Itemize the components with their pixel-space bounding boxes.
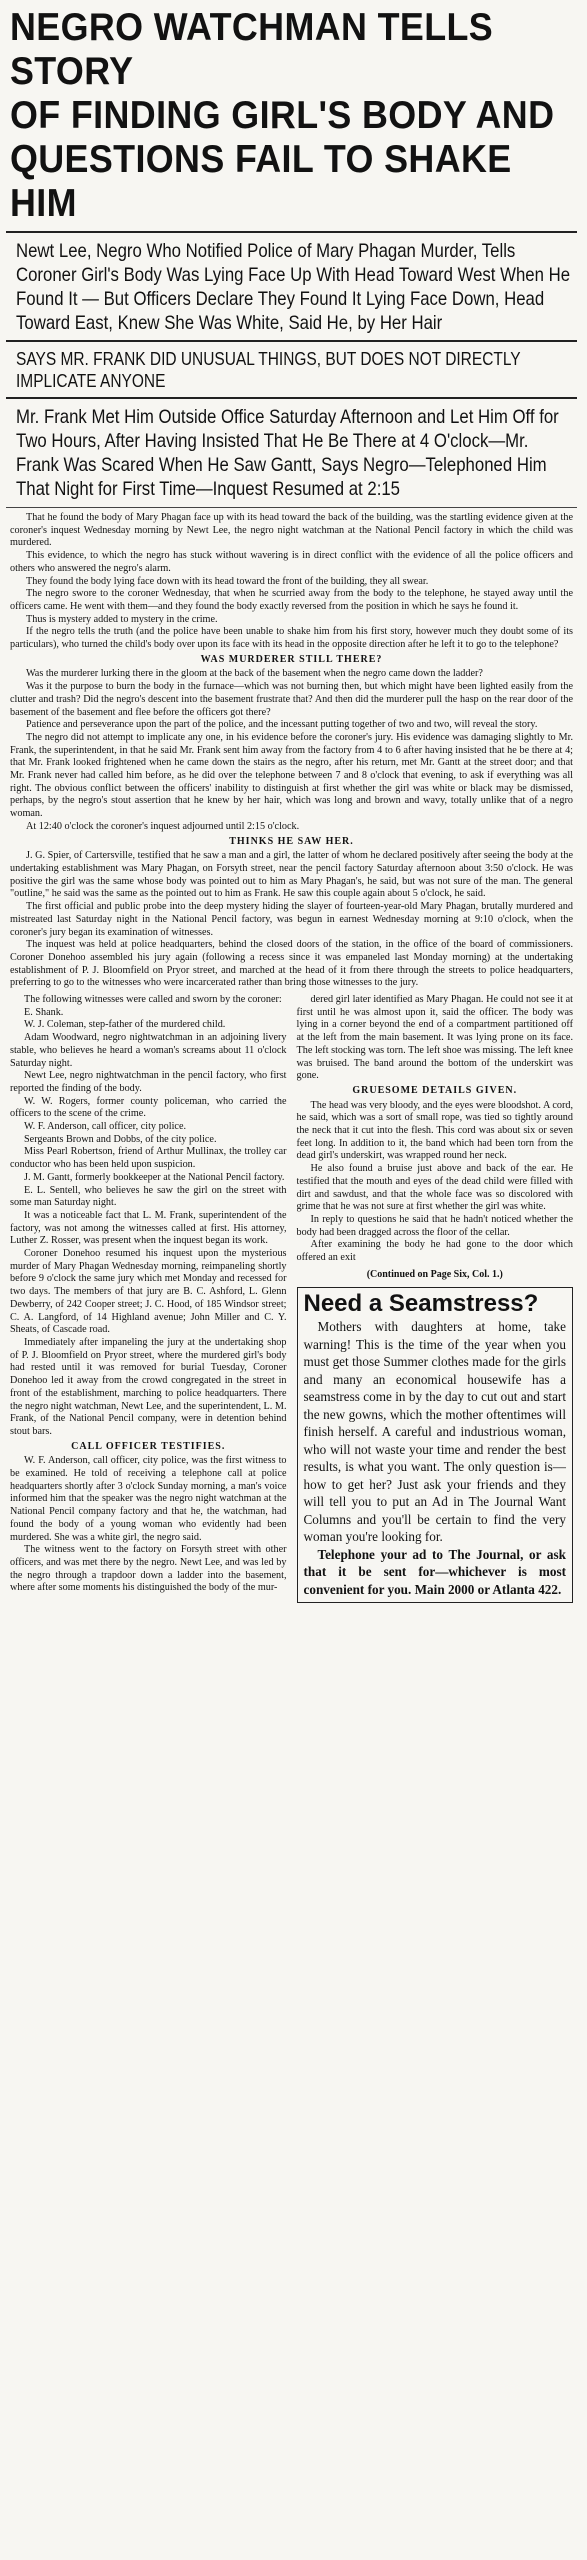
ad-title: Need a Seamstress? <box>303 1290 539 1318</box>
headline-line-2: OF FINDING GIRL'S BODY AND <box>10 94 555 137</box>
headline-line-1: NEGRO WATCHMAN TELLS STORY <box>10 6 494 93</box>
witness-item: Adam Woodward, negro nightwatchman in an adjoining livery stable, who believes he heard a woman's screams about 11 o'clock Saturday night. <box>10 1032 287 1069</box>
seamstress-advertisement <box>297 1287 574 1603</box>
paragraph: The first official and public probe into the deep mystery hiding the slayer of fourteen-year-old Mary Phagan, brutally murdered and mistreated last Saturday night in the National Pencil factory, was begun in earnest Wednesday morning at 9:10 o'clock, when the coroner's jury began its examination of witnesses. <box>10 901 573 938</box>
paragraph: W. F. Anderson, call officer, city police, was the first witness to be examined. He told of receiving a telephone call at police headquarters shortly after 3 o'clock Sunday morning, a man's voice informed him that the speaker was the negro night watchman at the National Pencil company factory and that he, the watchman, had found the body of a young woman who evidently had been murdered. She was a white girl, the negro said. <box>10 1455 287 1543</box>
paragraph: It was a noticeable fact that L. M. Frank, superintendent of the factory, was not among the witnesses called at first. His attorney, Luther Z. Rosser, was present when the inquest began its work. <box>10 1209 287 1247</box>
witness-item: W. W. Rogers, former county policeman, who carried the officers to the scene of the crime. <box>10 1095 287 1120</box>
paragraph: The following witnesses were called and sworn by the coroner: <box>24 994 282 1006</box>
witness-item: E. Shank. <box>24 1006 64 1018</box>
right-column <box>297 994 574 1603</box>
ad-text: Mothers with daughters at home, take warning! This is the time of the year when you must get those Summer clothes made for the girls and many an economical housewife has a seamstress come in by the day to cut out and start the new gowns, which the mother oftentimes will finish herself. A careful and industrious woman, who will not waste your time and render the best results, is what you want. The only question is—how to get her? Just ask your friends and they will tell you to put an Ad in The Journal Want Columns and you'll be certain to find the very woman you're looking for. <box>303 1319 566 1545</box>
newspaper-page <box>6 6 577 2550</box>
paragraph: Was it the purpose to burn the body in the furnace—which was not burning then, but which might have been lighted easily from the clutter and trash? Did the negro's descent into the basement frustrate that? And then did the murderer pull the hasp on the rear door of the basement of the basement and flee before the officers got there? <box>10 681 573 718</box>
witness-item: W. J. Coleman, step-father of the murdered child. <box>24 1019 226 1031</box>
paragraph: The negro swore to the coroner Wednesday, that when he scurried away from the body to the telephone, he stayed away until the officers came. He went with them—and they found the body exactly reversed from the position in which he says he found it. <box>10 588 573 612</box>
headline <box>6 6 577 226</box>
two-column-section <box>10 994 573 1603</box>
witness-item: Newt Lee, negro nightwatchman in the pencil factory, who first reported the finding of the body. <box>10 1070 287 1094</box>
deck-subheadline-1: Newt Lee, Negro Who Notified Police of Mary Phagan Murder, Tells Coroner Girl's Body Was Lying Face Up With Head Toward West When He Found It — But Officers Declare They Found It Lying Face Down, Head Toward East, Knew She Was White, Said He, by Her Hair <box>16 240 571 334</box>
subhead: WAS MURDERER STILL THERE? <box>200 653 383 665</box>
witness-item: W. F. Anderson, call officer, city police. <box>24 1121 187 1133</box>
paragraph: If the negro tells the truth (and the police have been unable to shake him from his first story, however much they doubt some of its particulars), who turned the child's body over upon its face with its head in the opposite direction after he left it to go to the telephone? <box>10 626 573 651</box>
paragraph: J. G. Spier, of Cartersville, testified that he saw a man and a girl, the latter of whom he declared positively after seeing the body at the undertaking establishment was Mary Phagan, on Forsyth street, near the pencil factory Saturday afternoon about 3:50 o'clock. He was positive the girl was the same whose body was pointed out to him as Mary Phagan's, he said, but was not sure of the man. The general "outline," he said was the same as the pointed out to him as Frank. He saw this couple again about 5 o'clock, he said. <box>10 850 573 900</box>
divider <box>6 507 577 508</box>
witness-item: E. L. Sentell, who believes he saw the girl on the street with some man Saturday night. <box>10 1184 287 1209</box>
paragraph: The inquest was held at police headquarters, behind the closed doors of the station, in the office of the board of commissioners. Coroner Donehoo assembled his jury again (following a recess since it was empaneled last Monday morning) at the undertaking establishment of P. J. Bloomfield on Pryor street, and marched at the head of it from there through the streets to police headquarters, preferring to go to the witnesses who were incarcerated rather than bring those witnesses to the jury. <box>10 939 573 989</box>
paragraph: Was the murderer lurking there in the gloom at the back of the basement when the negro came down the ladder? <box>26 668 483 680</box>
paragraph: They found the body lying face down with its head toward the front of the building, they all swear. <box>26 575 429 587</box>
paragraph: Thus is mystery added to mystery in the crime. <box>26 613 218 625</box>
deck-subheadline-3: Mr. Frank Met Him Outside Office Saturday Afternoon and Let Him Off for Two Hours, After Having Insisted That He Be There at 4 O'clock—Mr. Frank Was Scared When He Saw Gantt, Says Negro—Telephoned Him That Night for First Time—Inquest Resumed at 2:15 <box>16 406 559 500</box>
left-column <box>10 994 287 1603</box>
paragraph: dered girl later identified as Mary Phagan. He could not see it at first until he was almost upon it, said the officer. The body was lying in a corner beyond the end of a compartment partitioned off at the left from the main basement. It was lying prone on its face. The left stocking was torn. The left shoe was missing. The left knee was bruised. The band around the bottom of the underskirt was gone. <box>296 994 573 1082</box>
paragraph: He also found a bruise just above and back of the ear. He testified that the mouth and eyes of the dead child were filled with dirt and sawdust, and that the whole face was so discolored with grime that he was not sure at first whether the girl was white. <box>296 1163 573 1213</box>
witness-item: J. M. Gantt, formerly bookkeeper at the National Pencil factory. <box>24 1171 285 1183</box>
headline-line-3: QUESTIONS FAIL TO SHAKE HIM <box>10 138 512 225</box>
paragraph: Patience and perseverance upon the part of the police, and the incessant putting together of two and two, will reveal the story. <box>26 719 538 731</box>
witness-item: Sergeants Brown and Dobbs, of the city police. <box>24 1133 217 1145</box>
paragraph: The witness went to the factory on Forsyth street with other officers, and was met there by the negro. Newt Lee, and was led by the negro through a trapdoor down a ladder into the basement, where after some moments his distinguished the body of the mur- <box>10 1544 287 1594</box>
paragraph: Immediately after impaneling the jury at the undertaking shop of P. J. Bloomfield on Pryor street, where the murdered girl's body had rested until it was removed for burial Tuesday, Coroner Donehoo led it away from the crowd congregated in the street in front of the establishment, marching to police headquarters. There the negro night watchman, Newt Lee, and the superintendent, L. M. Frank, of the National Pencil company, were in detention behind stout bars. <box>10 1337 287 1437</box>
paragraph: At 12:40 o'clock the coroner's inquest adjourned until 2:15 o'clock. <box>26 820 300 832</box>
paragraph: In reply to questions he said that he hadn't noticed whether the body had been dragged across the floor of the cellar. <box>296 1213 573 1238</box>
paragraph: This evidence, to which the negro has stuck without wavering is in direct conflict with the evidence of all the police officers and others who answered the negro's alarm. <box>10 550 573 574</box>
witness-item: Miss Pearl Robertson, friend of Arthur Mullinax, the trolley car conductor who has been held upon suspicion. <box>10 1146 287 1171</box>
paragraph: The head was very bloody, and the eyes were bloodshot. A cord, he said, which was a sort of small rope, was tied so tightly around the neck that it cut into the flesh. This cord was about six or seven feet long. In addition to it, the band which had been torn from the dead girl's underskirt, was wrapped round her neck. <box>296 1099 573 1162</box>
paragraph: Coroner Donehoo resumed his inquest upon the mysterious murder of Mary Phagan Wednesday morning, reimpaneling shortly before 9 o'clock the same jury which met Monday and recessed for two days. The members of that jury are B. C. Ashford, L. Glenn Dewberry, of 242 Cooper street; J. C. Hood, of 185 Windsor street; C. A. Langford, of 14 Highland avenue; John Miller and C. Y. Sheats, of Cascade road. <box>10 1248 287 1336</box>
subhead: CALL OFFICER TESTIFIES. <box>71 1440 226 1452</box>
article-body <box>10 512 573 990</box>
subhead: THINKS HE SAW HER. <box>229 835 354 847</box>
paragraph: After examining the body he had gone to the door which offered an exit <box>296 1239 573 1264</box>
continuation-note: (Continued on Page Six, Col. 1.) <box>366 1268 503 1280</box>
divider <box>6 397 577 399</box>
subhead: GRUESOME DETAILS GIVEN. <box>352 1084 518 1096</box>
ad-closing: Telephone your ad to The Journal, or ask that it be sent for—whichever is most convenient for you. Main 2000 or Atlanta 422. <box>303 1546 566 1597</box>
paragraph: That he found the body of Mary Phagan face up with its head toward the back of the building, was the startling evidence given at the coroner's inquest Wednesday morning by Newt Lee, the negro night watchman at the National Pencil factory in which the child was murdered. <box>10 512 573 549</box>
paragraph: The negro did not attempt to implicate any one, in his evidence before the coroner's jury. His evidence was damaging slightly to Mr. Frank, the superintendent, in that he said Mr. Frank sent him away from the factory from 4 to 6 after having insisted that he be there at 4; that Mr. Frank looked frightened when he came down the stairs as the negro, after his return, met Mr. Gantt at the street door; and that Mr. Frank never had called him before, as he did over the telephone between 7 and 8 o'clock that evening, to ask if everything was all right. The obvious conflict between the officers' inability to distinguish at first whether the girl was white or black may be dismissed, perhaps, by the negro's stout assertion that he knew by her hair, which was long and brown and wavy, totally unlike that of a negro woman. <box>10 731 573 820</box>
divider <box>6 340 577 342</box>
divider <box>6 231 577 233</box>
deck-subheadline-2: SAYS MR. FRANK DID UNUSUAL THINGS, BUT DOES NOT DIRECTLY IMPLICATE ANYONE <box>16 349 521 391</box>
